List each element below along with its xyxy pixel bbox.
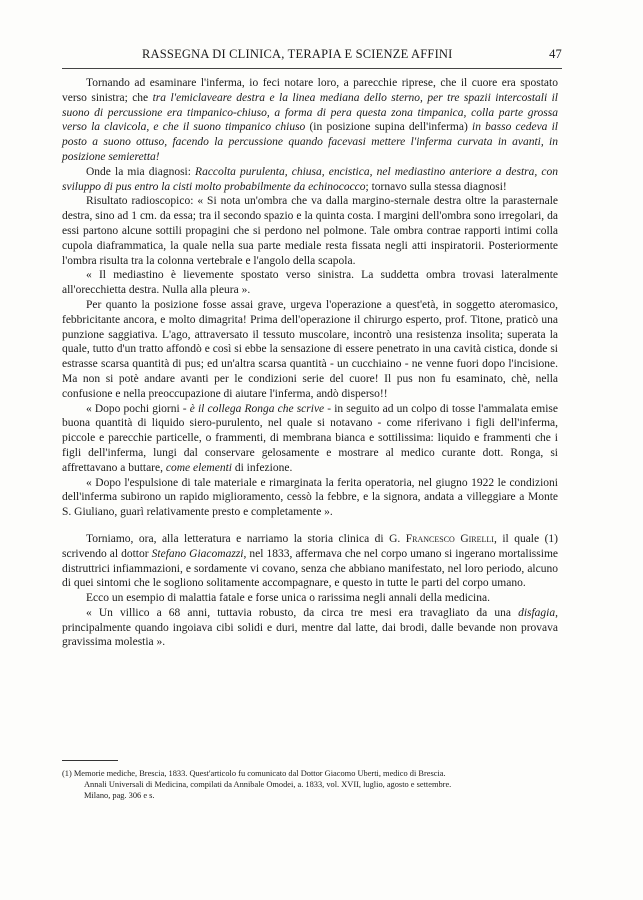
footnote-line: Annali Universali di Medicina, compilati da Annibale Omodei, a. 1833, vol. XVII, luglio, agosto e settembre. — [84, 780, 452, 789]
footnote-line: Milano, pag. 306 e s. — [84, 791, 155, 800]
paragraph: « Dopo l'espulsione di tale materiale e rimarginata la ferita operatoria, nel giugno 1922 le condizioni dell'inferma subirono un rapido miglioramento, cessò la febbre, e la signora, andata a villeggiare a Monte S. Giuliano, guarì relativamente presto e completamente ». — [62, 476, 558, 519]
header-rule — [62, 68, 562, 69]
paragraph: « Il mediastino è lievemente spostato verso sinistra. La suddetta ombra trovasi lateralmente all'orecchietta destra. Nulla alla pleura ». — [62, 269, 558, 297]
running-header — [62, 47, 562, 63]
footnote — [62, 768, 558, 801]
paragraph: Risultato radioscopico: « Si nota un'ombra che va dalla margino-sternale destra oltre la parasternale destra, sino ad 1 cm. da essa; tra il secondo spazio e la quinta costa. I margini dell'ombra sono irregolari, da essi partono alcune sottili propagini che si perdono nel polmone. Tale ombra contrae rapporti intimi colla cupola diaframmatica, la quale nella sua parte mediale resta fissata negli atti inspiratorii. Posteriormente l'ombra risulta tra la colonna vertebrale e l'angolo della scapola. — [62, 195, 558, 267]
footnote-rule — [62, 760, 118, 761]
paragraph: Tornando ad esaminare l'inferma, io feci notare loro, a parecchie riprese, che il cuore era spostato verso sinistra; che tra l'emiclaveare destra e la linea mediana dello sterno, per tre spazii intercostali il suono di percussione era timpanico-chiuso, a forma di pera questa zona timpanica, colla parte grossa verso la clavicola, e che il suono timpanico chiuso (in posizione supina dell'inferma) in basso cedeva il posto a suono ottuso, facendo la percussione quando facevasi mettere l'inferma curvata in avanti, in posizione semieretta! — [62, 77, 559, 163]
footnote-line: (1) Memorie mediche, Brescia, 1833. Quest'articolo fu comunicato dal Dottor Giacomo Uberti, medico di Brescia. — [62, 769, 446, 778]
paragraph: « Dopo pochi giorni - è il collega Ronga che scrive - in seguito ad un colpo di tosse l'ammalata emise buona quantità di liquido siero-purulento, nel quale si notavano - come riferivano i figli dell'inferma, piccole e parecchie particelle, o frammenti, di membrana bianca e sottilissima: liquido e frammenti che i figli dell'inferma, lungi dal conservare gelosamente e mostrare al medico curante dott. Ronga, si affrettavano a buttare, come elementi di infezione. — [62, 402, 558, 474]
paragraph: « Un villico a 68 anni, tuttavia robusto, da circa tre mesi era travagliato da una disfagia, principalmente quando ingoiava cibi solidi e duri, mentre dal latte, dai brodi, dalle bevande non provava gravissima molestia ». — [62, 606, 558, 649]
body-text — [62, 76, 558, 650]
paragraph: Per quanto la posizione fosse assai grave, urgeva l'operazione a quest'età, in soggetto ateromasico, febbricitante ancora, e molto dimagrita! Prima dell'operazione il chirurgo esperto, prof. Titone, praticò una punzione saggiativa. L'ago, attraversato il tessuto muscolare, incontrò una resistenza insolita; superata la quale, tutto d'un tratto affondò e così si ebbe la sensazione di essere penetrato in una cavità cistica, donde si estrasse scarsa quantità di pus; ed un'altra scarsa quantità - un cucchiaino - ne venne fuori dopo l'incisione. Ma non si potè andare avanti per le condizioni serie del cuore! Il pus non fu esaminato, chè, nella confusione e nella preoccupazione di aiutare l'inferma, andò disperso!! — [62, 298, 558, 400]
page-number: 47 — [549, 47, 562, 61]
paragraph: Ecco un esempio di malattia fatale e forse unica o rarissima negli annali della medicina. — [86, 592, 490, 605]
header-title: RASSEGNA DI CLINICA, TERAPIA E SCIENZE AFFINI — [142, 47, 453, 61]
paragraph: Torniamo, ora, alla letteratura e narriamo la storia clinica di G. Francesco Girelli, il quale (1) scrivendo al dottor Stefano Giacomazzi, nel 1833, affermava che nel corpo umano si ingerano mortalissime distruttrici infiammazioni, e sordamente vi covano, senza che abbiano manifestato, nel loro periodo, alcuno di quei sintomi che le sogliono solitamente accompagnare, e questo in tutte le parti del corpo umano. — [62, 532, 558, 590]
paragraph: Onde la mia diagnosi: Raccolta purulenta, chiusa, encistica, nel mediastino anteriore a destra, con sviluppo di pus entro la cisti molto probabilmente da echinococco; tornavo sulla stessa diagnosi! — [62, 165, 558, 193]
